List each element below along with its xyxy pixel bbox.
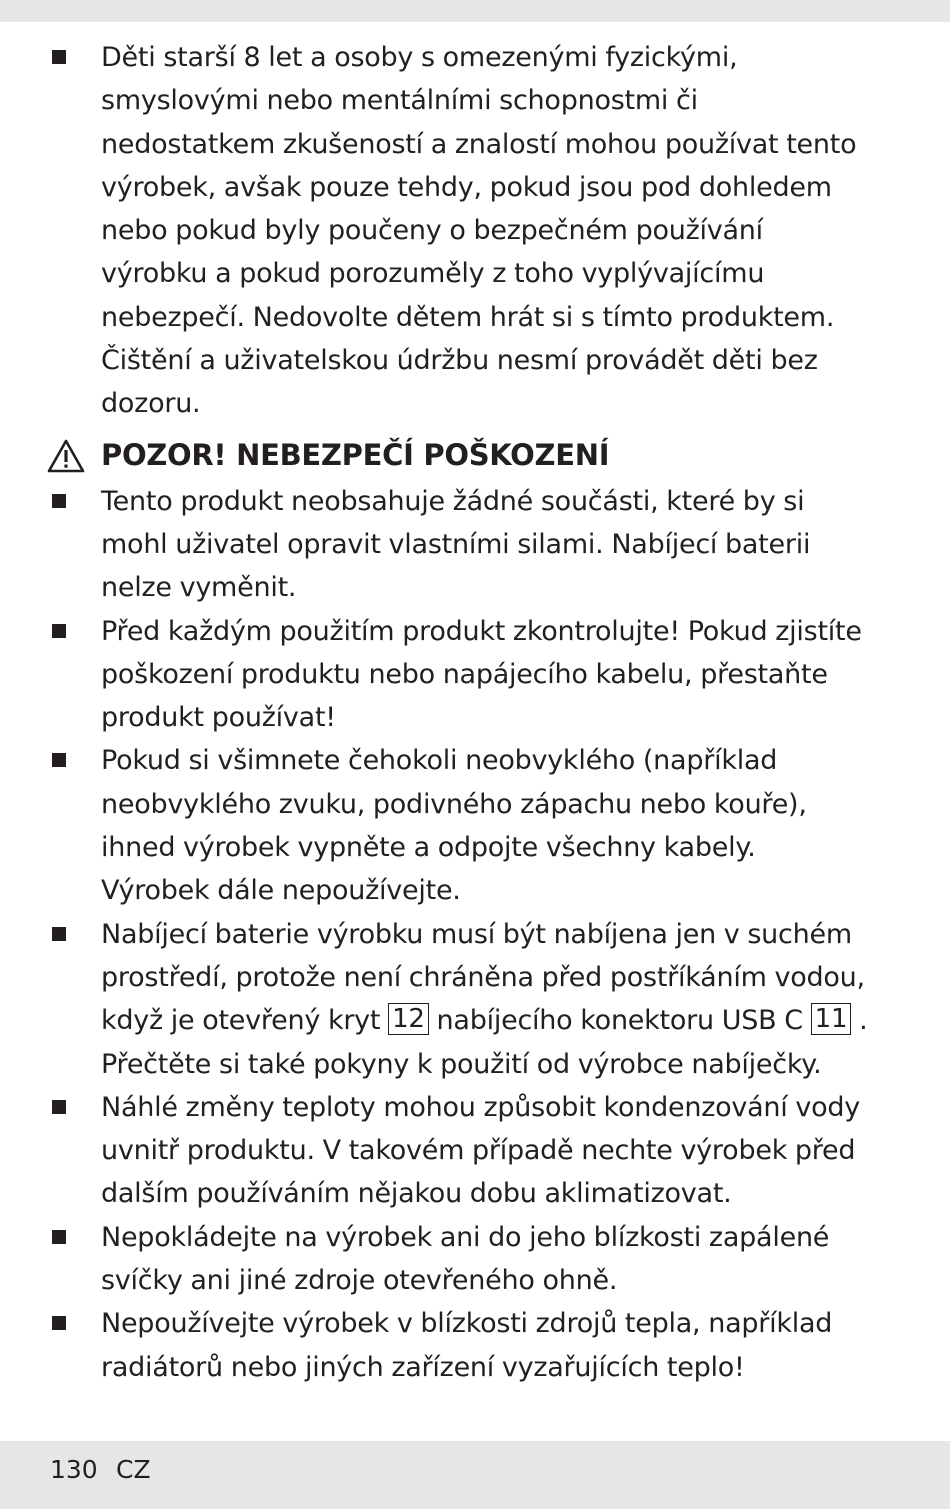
page-number: 130	[50, 1455, 98, 1484]
bullet-square	[52, 1316, 66, 1330]
bullet-square	[52, 1230, 66, 1244]
list-item-text: Před každým použitím produkt zkontrolujte! Pokud zjistíte poškození produktu nebo napájecího kabelu, přestaňte produkt používat!	[101, 615, 862, 734]
list-item-charging	[0, 913, 871, 1086]
language-code: CZ	[116, 1455, 151, 1484]
bullet-square	[52, 753, 66, 767]
list-item	[0, 1086, 871, 1216]
warning-triangle-icon	[46, 438, 86, 474]
list-item-text: Nepokládejte na výrobek ani do jeho blízkosti zapálené svíčky ani jiné zdroje otevřeného ohně.	[101, 1221, 830, 1297]
reference-number-usb-connector: 11	[811, 1003, 852, 1035]
list-item	[0, 1216, 871, 1303]
section-heading	[0, 430, 950, 480]
bullet-square	[52, 624, 66, 638]
list-item-text: Náhlé změny teploty mohou způsobit kondenzování vody uvnitř produktu. V takovém případě nechte výrobek před dalším používáním nějakou dobu aklimatizovat.	[101, 1091, 860, 1210]
page-content	[0, 36, 950, 1389]
list-item-text: Nepoužívejte výrobek v blízkosti zdrojů tepla, například radiátorů nebo jiných zařízení vyzařujících teplo!	[101, 1308, 833, 1383]
list-item-text: Děti starší 8 let a osoby s omezenými fyzickými, smyslovými nebo mentálními schopnostmi či nedostatkem zkušeností a znalostí mohou používat tento výrobek, avšak pouze tehdy, pokud jsou pod dohledem nebo pokud byly poučeny o bezpečném používání výrobku a pokud porozuměly z toho vyplývajícímu nebezpečí. Nedovolte dětem hrát si s tímto produktem. Čištění a uživatelskou údržbu nesmí provádět děti bez dozoru.	[101, 42, 857, 420]
section-heading-text: POZOR! NEBEZPEČÍ POŠKOZENÍ	[101, 437, 610, 472]
bullet-square	[52, 494, 66, 508]
bullet-square	[52, 1100, 66, 1114]
bullet-square	[52, 927, 66, 941]
list-item-text: nabíjecího konektoru USB C	[436, 1005, 803, 1037]
list-item-text: Pokud si všimnete čehokoli neobvyklého (například neobvyklého zvuku, podivného zápachu nebo kouře), ihned výrobek vypněte a odpojte všechny kabely. Výrobek dále nepoužívejte.	[101, 745, 807, 907]
list-item-text: . Přečtěte si také pokyny k použití od výrobce nabíječky.	[101, 1005, 868, 1080]
list-item	[0, 480, 871, 610]
top-band	[0, 0, 950, 22]
bullet-square	[52, 50, 66, 64]
list-item	[0, 1302, 871, 1389]
reference-number-cover: 12	[388, 1003, 429, 1035]
list-item	[0, 36, 871, 426]
list-item	[0, 610, 871, 740]
list-item-text: Nabíjecí baterie výrobku musí být nabíjena jen v suchém prostředí, protože není chráněna před postříkáním vodou, když je otevřený kryt	[101, 918, 865, 1037]
list-item	[0, 739, 871, 912]
list-item-text: Tento produkt neobsahuje žádné součásti, které by si mohl uživatel opravit vlastními silami. Nabíjecí baterii nelze vyměnit.	[101, 485, 811, 604]
